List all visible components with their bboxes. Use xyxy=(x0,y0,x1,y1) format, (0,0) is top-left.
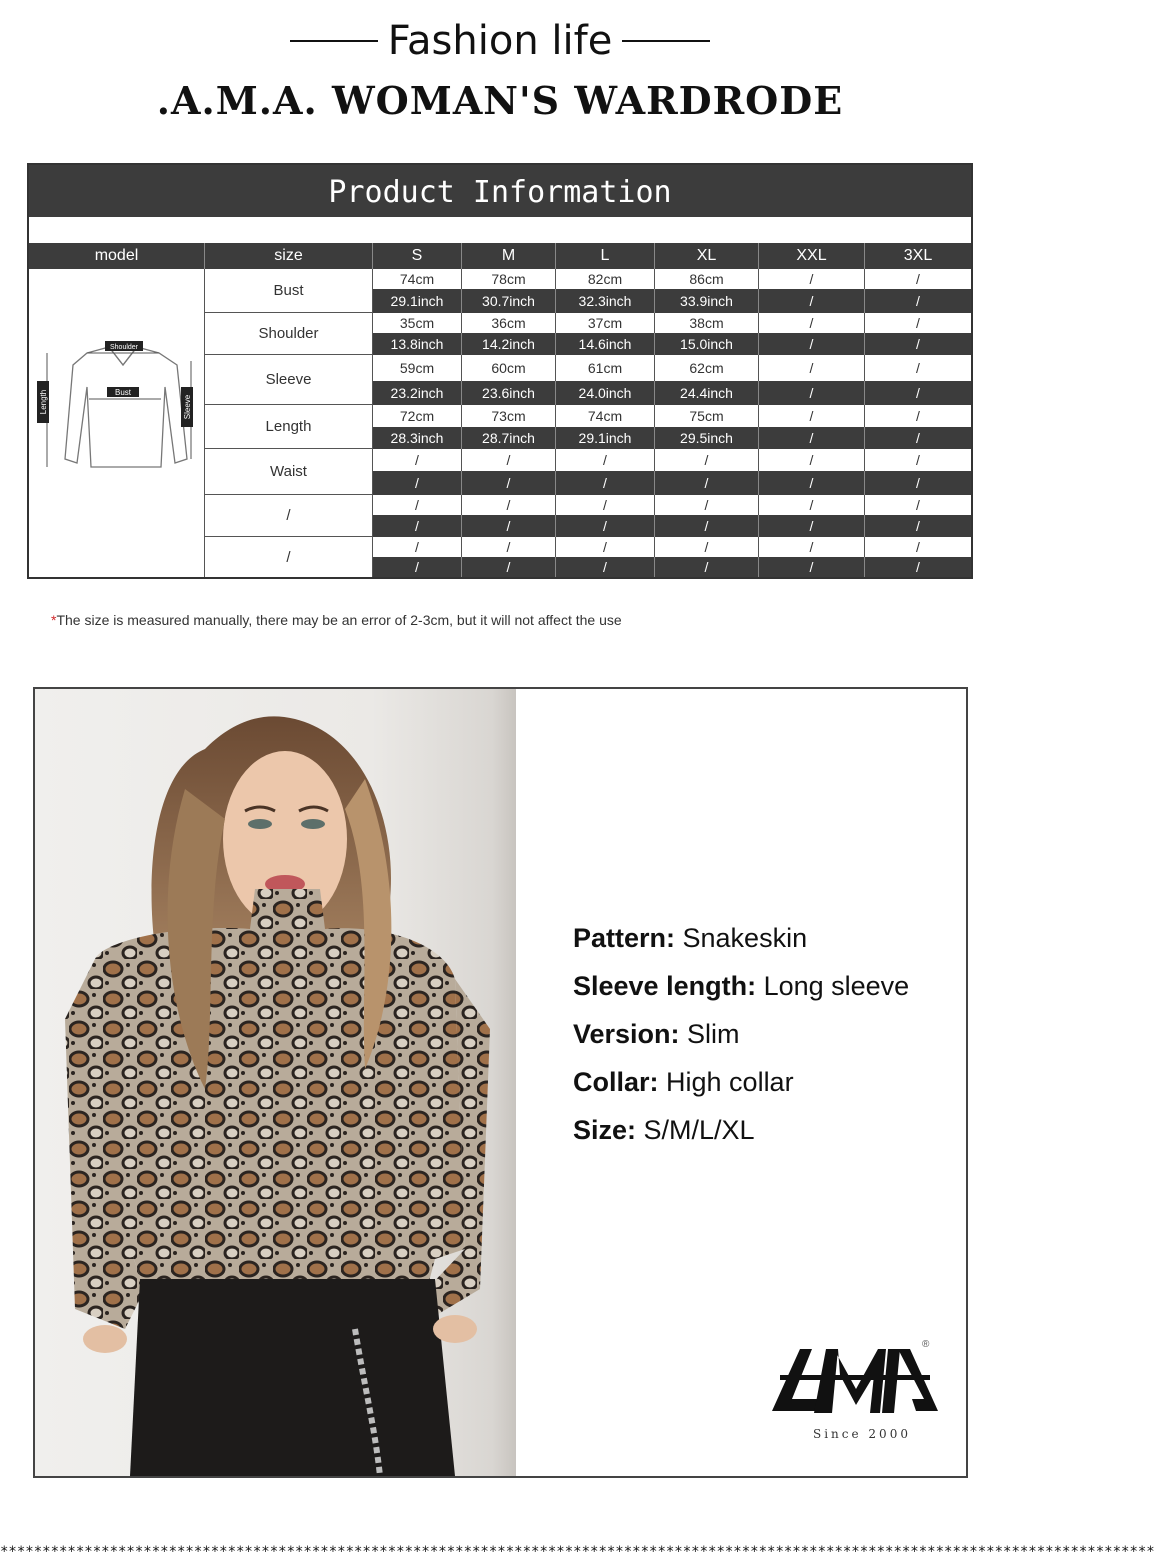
table-cell: 29.5inch xyxy=(655,427,759,449)
table-cell: / xyxy=(655,471,759,495)
attr-sleeve-length-value: Long sleeve xyxy=(756,971,910,1001)
header-l: L xyxy=(556,243,655,269)
table-cell: / xyxy=(759,515,865,537)
table-cell: / xyxy=(556,495,655,515)
table-cell: / xyxy=(916,293,920,309)
table-cell: 33.9inch xyxy=(655,289,759,313)
header-size: size xyxy=(205,243,373,269)
table-row-4-inch xyxy=(373,427,971,449)
table-cell: 32.3inch xyxy=(556,289,655,313)
table-header-row xyxy=(29,243,971,269)
diagram-label-bust: Bust xyxy=(114,388,132,397)
table-cell: / xyxy=(373,495,462,515)
table-cell: / xyxy=(916,518,920,534)
table-cell: 38cm xyxy=(655,313,759,333)
table-cell: / xyxy=(655,515,759,537)
row-label-shoulder: Shoulder xyxy=(205,313,373,355)
table-cell: 24.4inch xyxy=(655,381,759,405)
tagline-row xyxy=(0,18,1000,64)
table-cell: / xyxy=(916,385,920,401)
table-cell: 15.0inch xyxy=(655,333,759,355)
table-cell: / xyxy=(373,557,462,577)
row-label-bust: Bust xyxy=(205,269,373,313)
table-cell: / xyxy=(373,471,462,495)
attr-size-key: Size: xyxy=(573,1115,637,1145)
table-cell: 37cm xyxy=(556,313,655,333)
table-cell: 14.6inch xyxy=(556,333,655,355)
table-cell: / xyxy=(759,313,865,333)
table-cell: 75cm xyxy=(655,405,759,427)
table-cell: / xyxy=(556,449,655,471)
table-cell: / xyxy=(556,471,655,495)
table-cell: 30.7inch xyxy=(462,289,556,313)
note-star: * xyxy=(51,612,57,628)
attr-sleeve-length xyxy=(573,962,909,1010)
table-cell: 28.7inch xyxy=(462,427,556,449)
table-cell: / xyxy=(759,449,865,471)
table-cell: 29.1inch xyxy=(556,427,655,449)
table-cell: 23.2inch xyxy=(373,381,462,405)
table-cell: / xyxy=(759,269,865,289)
table-cell: / xyxy=(916,475,920,491)
table-cell: 24.0inch xyxy=(556,381,655,405)
table-cell: / xyxy=(916,559,920,575)
table-cell: 61cm xyxy=(556,355,655,381)
attr-size-value: S/M/L/XL xyxy=(636,1115,755,1145)
tagline xyxy=(290,18,711,64)
table-cell: 86cm xyxy=(655,269,759,289)
attr-collar-key: Collar: xyxy=(573,1067,659,1097)
diagram-label-length: Length xyxy=(39,389,48,415)
table-cell: / xyxy=(759,355,865,381)
table-cell: / xyxy=(759,333,865,355)
table-cell: / xyxy=(655,495,759,515)
table-cell: / xyxy=(759,381,865,405)
product-attributes xyxy=(573,914,909,1154)
table-cell: / xyxy=(373,537,462,557)
table-cell: / xyxy=(655,557,759,577)
table-cell: 82cm xyxy=(556,269,655,289)
table-cell: 60cm xyxy=(462,355,556,381)
table-row-2-inch xyxy=(373,333,971,355)
table-cell: / xyxy=(462,537,556,557)
table-cell: / xyxy=(916,271,920,287)
diagram-label-sleeve: Sleeve xyxy=(183,394,192,420)
table-cell: 74cm xyxy=(373,269,462,289)
registered-mark: ® xyxy=(922,1339,930,1350)
table-cell: 14.2inch xyxy=(462,333,556,355)
table-row-6-inch xyxy=(373,515,971,537)
measurement-note xyxy=(51,612,622,628)
table-cell: / xyxy=(373,515,462,537)
header-xl: XL xyxy=(655,243,759,269)
header-m: M xyxy=(462,243,556,269)
table-row-6-cm xyxy=(373,495,971,515)
table-row-1-cm xyxy=(373,269,971,289)
table-row-5-inch xyxy=(373,471,971,495)
table-cell: / xyxy=(759,495,865,515)
table-row-7-inch xyxy=(373,557,971,577)
table-cell: 13.8inch xyxy=(373,333,462,355)
table-cell: / xyxy=(916,336,920,352)
table-cell: 59cm xyxy=(373,355,462,381)
model-photo-illustration xyxy=(35,689,516,1476)
table-cell: / xyxy=(462,515,556,537)
table-cell: 28.3inch xyxy=(373,427,462,449)
table-cell: / xyxy=(916,408,920,424)
row-label-length: Length xyxy=(205,405,373,449)
attr-pattern xyxy=(573,914,909,962)
table-cell: / xyxy=(916,315,920,331)
table-cell: / xyxy=(462,471,556,495)
star-divider: ***************************************************************************************************************************************** xyxy=(0,1544,1155,1560)
header-s: S xyxy=(373,243,462,269)
table-cell: / xyxy=(556,515,655,537)
logo-since: Since 2000 xyxy=(813,1427,911,1441)
table-cell: / xyxy=(759,557,865,577)
table-cell: 72cm xyxy=(373,405,462,427)
table-cell: 74cm xyxy=(556,405,655,427)
table-cell: 35cm xyxy=(373,313,462,333)
table-cell: / xyxy=(655,537,759,557)
table-cell: / xyxy=(373,449,462,471)
brand-title: .A.M.A. WOMAN'S WARDRODE xyxy=(156,78,844,123)
header-xxl: XXL xyxy=(759,243,865,269)
row-label-blank-1: / xyxy=(205,495,373,537)
table-cell: / xyxy=(916,430,920,446)
shirt-diagram xyxy=(29,269,205,577)
attr-version-value: Slim xyxy=(679,1019,740,1049)
table-cell: 62cm xyxy=(655,355,759,381)
product-panel xyxy=(33,687,968,1478)
tagline-rule-left xyxy=(290,40,378,42)
table-cell: / xyxy=(759,471,865,495)
table-cell: 23.6inch xyxy=(462,381,556,405)
attr-collar-value: High collar xyxy=(658,1067,794,1097)
product-info-table xyxy=(27,163,973,579)
table-cell: 73cm xyxy=(462,405,556,427)
table-cell: / xyxy=(462,557,556,577)
row-label-blank-2: / xyxy=(205,537,373,577)
table-cell: / xyxy=(556,537,655,557)
table-cell: 78cm xyxy=(462,269,556,289)
attr-size xyxy=(573,1106,909,1154)
row-label-sleeve: Sleeve xyxy=(205,355,373,405)
table-cell: / xyxy=(759,537,865,557)
table-cell: / xyxy=(759,405,865,427)
attr-sleeve-length-key: Sleeve length: xyxy=(573,971,757,1001)
table-cell: 29.1inch xyxy=(373,289,462,313)
note-text: The size is measured manually, there may be an error of 2-3cm, but it will not affect the use xyxy=(56,612,622,628)
table-row-5-cm xyxy=(373,449,971,471)
tagline-text: Fashion life xyxy=(387,18,613,64)
row-label-waist: Waist xyxy=(205,449,373,495)
attr-version xyxy=(573,1010,909,1058)
table-cell: / xyxy=(759,427,865,449)
table-row-3-cm xyxy=(373,355,971,381)
header-3xl: 3XL xyxy=(903,247,933,264)
table-row-3-inch xyxy=(373,381,971,405)
model-diagram-cell xyxy=(29,269,205,577)
table-row-2-cm xyxy=(373,313,971,333)
table-cell: / xyxy=(916,497,920,513)
table-row-4-cm xyxy=(373,405,971,427)
table-cell: / xyxy=(655,449,759,471)
attr-collar xyxy=(573,1058,909,1106)
header-model: model xyxy=(29,243,205,269)
attr-version-key: Version: xyxy=(573,1019,680,1049)
table-cell: / xyxy=(916,539,920,555)
table-cell: / xyxy=(462,449,556,471)
table-row-1-inch xyxy=(373,289,971,313)
attr-pattern-key: Pattern: xyxy=(573,923,676,953)
table-cell: / xyxy=(462,495,556,515)
table-cell: / xyxy=(916,452,920,468)
tagline-rule-right xyxy=(622,40,710,42)
model-photo xyxy=(35,689,516,1476)
table-cell: / xyxy=(759,289,865,313)
table-cell: / xyxy=(916,360,920,376)
table-cell: 36cm xyxy=(462,313,556,333)
attr-pattern-value: Snakeskin xyxy=(675,923,808,953)
diagram-label-shoulder: Shoulder xyxy=(109,344,139,351)
table-row-7-cm xyxy=(373,537,971,557)
product-info-title: Product Information xyxy=(29,165,971,217)
table-cell: / xyxy=(556,557,655,577)
